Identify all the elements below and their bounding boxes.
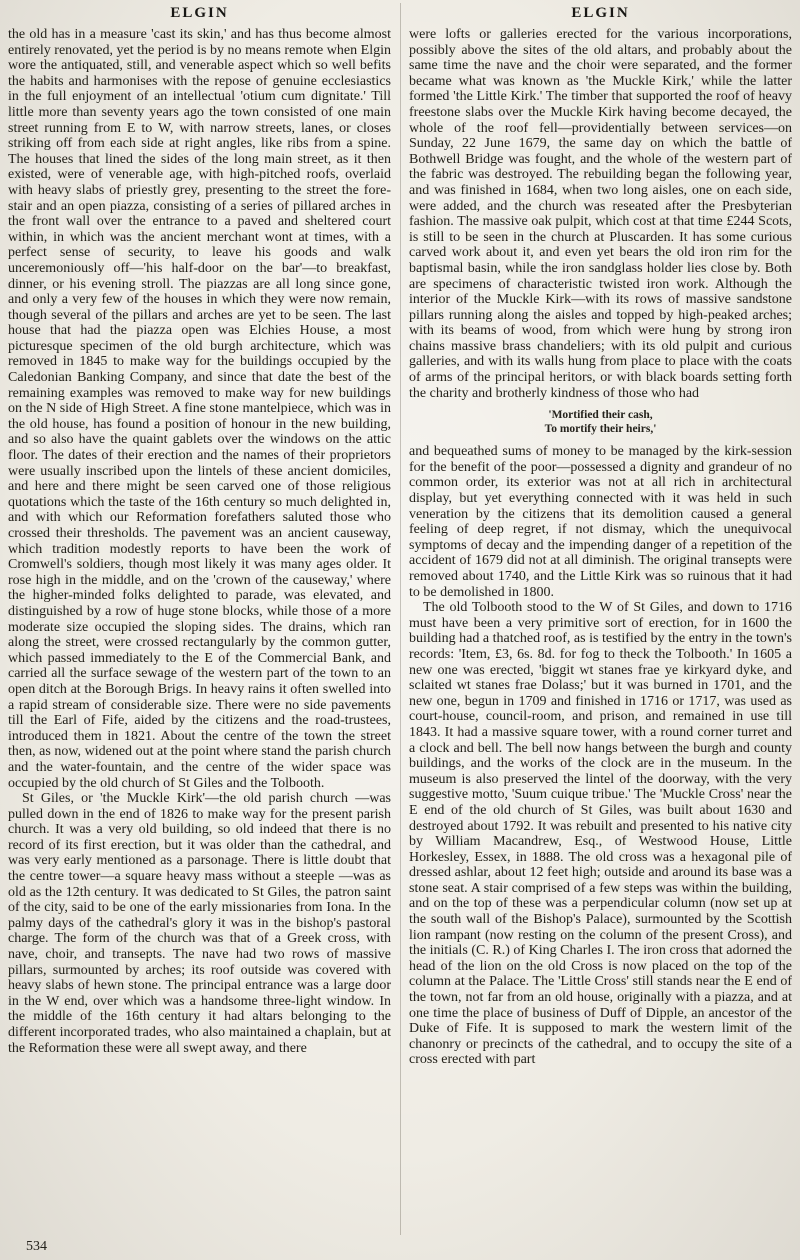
verse-line-2: To mortify their heirs,' (544, 422, 657, 435)
right-paragraph-1: were lofts or galleries erected for the various incorporations, possibly above the sites of the old altars, and probably about the same time the nave and the choir were separated, and the former became what was known as 'the Muckle Kirk,' while the latter formed 'the Little Kirk.' The timber that supported the roof of heavy freestone slabs over the Muckle Kirk having become decayed, the whole of the roof fell—providentially between services—on Sunday, 22 June 1679, the same day on which the battle of Bothwell Bridge was fought, and the whole of the western part of the fabric was destroyed. The rebuilding began the following year, and was finished in 1684, when two long aisles, one on each side, were added, and the church was reseated after the Presbyterian fashion. The massive oak pulpit, which cost at that time £244 Scots, is still to be seen in the church at Pluscarden. It has some curious carved work about it, and even yet bears the old iron rim for the baptismal basin, while the iron sandglass holder lies close by. Both are specimens of characteristic twisted iron work. Although the interior of the Muckle Kirk—with its rows of massive sandstone pillars running along the aisles and topped by high-peaked arches; with its beams of wood, from which were hung by strong iron chains massive brass chandeliers; with its old pulpit and curious galleries, and with its walls hung from place to place with the coats of arms of the principal heritors, or with black boards setting forth the charity and brotherly kindness of those who had (409, 27, 792, 401)
left-paragraph-2: St Giles, or 'the Muckle Kirk'—the old parish church —was pulled down in the end of 1826 to make way for the present parish church. It was a very old building, so old indeed that there is no record of its first erection, but it was older than the cathedral, and was very early mentioned as a parsonage. There is little doubt that the centre tower—a square heavy mass without a steeple —was as old as the 12th century. It was dedicated to St Giles, the patron saint of the city, said to be one of the early missionaries from Iona. In the palmy days of the cathedral's glory it was in the bishop's pastoral charge. The form of the church was that of a Greek cross, with nave, choir, and transepts. The nave had two rows of massive pillars, surmounted by arches; its roof outside was covered with heavy slabs of hewn stone. The principal entrance was a large door in the W end, over which was a handsome three-light window. In the middle of the 16th century it had altars belonging to the different incorporated trades, who also maintained a chaplain, but at the Reformation these were all swept away, and there (8, 791, 391, 1056)
running-head-right: ELGIN (571, 5, 630, 21)
left-column (8, 27, 391, 1235)
text-columns (8, 27, 792, 1235)
right-column (409, 27, 792, 1235)
running-head-left: ELGIN (170, 5, 229, 21)
page-number: 534 (26, 1239, 47, 1254)
right-paragraph-3: The old Tolbooth stood to the W of St Giles, and down to 1716 must have been a very primitive sort of erection, for in 1600 the building had a thatched roof, as is testified by the entry in the town's records: 'Item, £3, 6s. 8d. for fog to theck the Tolbooth.' In 1605 a new one was erected, 'biggit wt stanes frae ye kirkyard dyke, and sclaited wt stanes frae Dolass;' but it was burned in 1701, and the new one, begun in 1709 and finished in 1716 or 1717, was used as court-house, council-room, and prison, and remained in use till 1843. It had a massive square tower, with a round corner turret and a clock and bell. The bell now hangs between the burgh and county buildings, and the works of the clock are in the museum. In the museum is also preserved the lintel of the doorway, with the very suggestive motto, 'Suum cuique tribue.' The 'Muckle Cross' near the E end of the old church of St Giles, was built about 1630 and destroyed about 1792. It was rebuilt and presented to his native city by William Macandrew, Esq., of Westwood House, Little Horkesley, Essex, in 1888. The old cross was a hexagonal pile of dressed ashlar, about 12 feet high; outside and around its base was a stone seat. A stair comprised of a few steps was within the building, and on the top of these was a perpendicular column (now set up at the south wall of the Bishop's Palace), surmounted by the Scottish lion rampant (now resting on the column of the present Cross), and the initials (C. R.) of King Charles I. The iron cross that adorned the head of the lion on the old Cross is now placed on the top of the column at the Palace. The 'Little Cross' still stands near the E end of the town, not far from an old house, originally with a piazza, and at one time the place of business of Duff of Dipple, an ancestor of the Duke of Fife. It is supposed to mark the western limit of the chanonry or precincts of the cathedral, and to occupy the site of a cross erected with part (409, 600, 792, 1068)
right-paragraph-2: and bequeathed sums of money to be managed by the kirk-session for the benefit of the poor—possessed a dignity and grandeur of no common order, its exterior was not at all rich in architectural display, but yet everything connected with it was held in such veneration by the citizens that its demolition caused a general feeling of deep regret, if not dismay, which the unequivocal symptoms of decay and the impending danger of a repetition of the accident of 1679 did not at all diminish. The original transepts were removed about 1740, and the Little Kirk was so ruinous that it had to be demolished in 1800. (409, 444, 792, 600)
verse-quote (409, 409, 792, 436)
verse-line-1: 'Mortified their cash, (548, 409, 653, 422)
left-paragraph-1: the old has in a measure 'cast its skin,' and has thus become almost entirely renovated, yet the period is by no means remote when Elgin wore the antiquated, still, and venerable aspect which so well befits the habits and harmonises with the repose of genuine ecclesiastics in the full enjoyment of an intellectual 'otium cum dignitate.' Till little more than seventy years ago the town consisted of one main street running from E to W, with narrow streets, lanes, or closes striking off from each side at right angles, like ribs from a spine. The houses that lined the sides of the long main street, as it then existed, were of venerable age, with high-pitched roofs, overlaid with heavy slabs of priestly grey, presenting to the street the fore-stair and an open piazza, consisting of a series of pillared arches in the front wall over the entrance to a paved and sheltered court within, in which was the ancient merchant wont at times, with a perfect sense of security, to leave his goods and walk unceremoniously off—'his half-door on the bar'—to breakfast, dinner, or his evening stroll. The piazzas are all long since gone, and only a very few of the houses in which they were now remain, though several of the pillars and arches are yet to be seen. The last house that had the piazza open was Elchies House, a most picturesque specimen of the old burgh architecture, which was removed in 1845 to make way for the buildings occupied by the Caledonian Banking Company, and since that date the best of the remaining examples was removed to make way for new buildings on the N side of High Street. A fine stone mantelpiece, which was in the old house, has found a position of honour in the new building, and so also have the quaint gablets over the windows on the attic floor. The dates of their erection and the names of their proprietors were usually inscribed upon the lintels of these ancient domiciles, and here and there might be seen carved one of those religious quotations which the taste of the 16th century so much delighted in, and with which our Reformation forefathers saluted those who crossed their thresholds. The pavement was an ancient causeway, which tradition modestly reports to have been the work of Cromwell's soldiers, though most likely it was many ages older. It rose high in the middle, and on the 'crown of the causeway,' where the higher-minded folks delighted to parade, was elevated, and distinguished by a row of huge stone blocks, while those of a more moderate size occupied the sloping sides. The drains, which ran along the street, were crossed rectangularly by the common gutter, which passed immediately to the E of the Commercial Bank, and carried all the surface sewage of the western part of the town to an open ditch at the Borough Brigs. In heavy rains it often swelled into a rapid stream of considerable size. There were no side pavements till the Earl of Fife, aided by the citizens and the road-trustees, introduced them in 1821. About the centre of the town the street then, as now, widened out at the point where stand the parish church and the water-fountain, and the centre of the wider space was occupied by the old church of St Giles and the Tolbooth. (8, 27, 391, 791)
column-divider (391, 27, 409, 1235)
